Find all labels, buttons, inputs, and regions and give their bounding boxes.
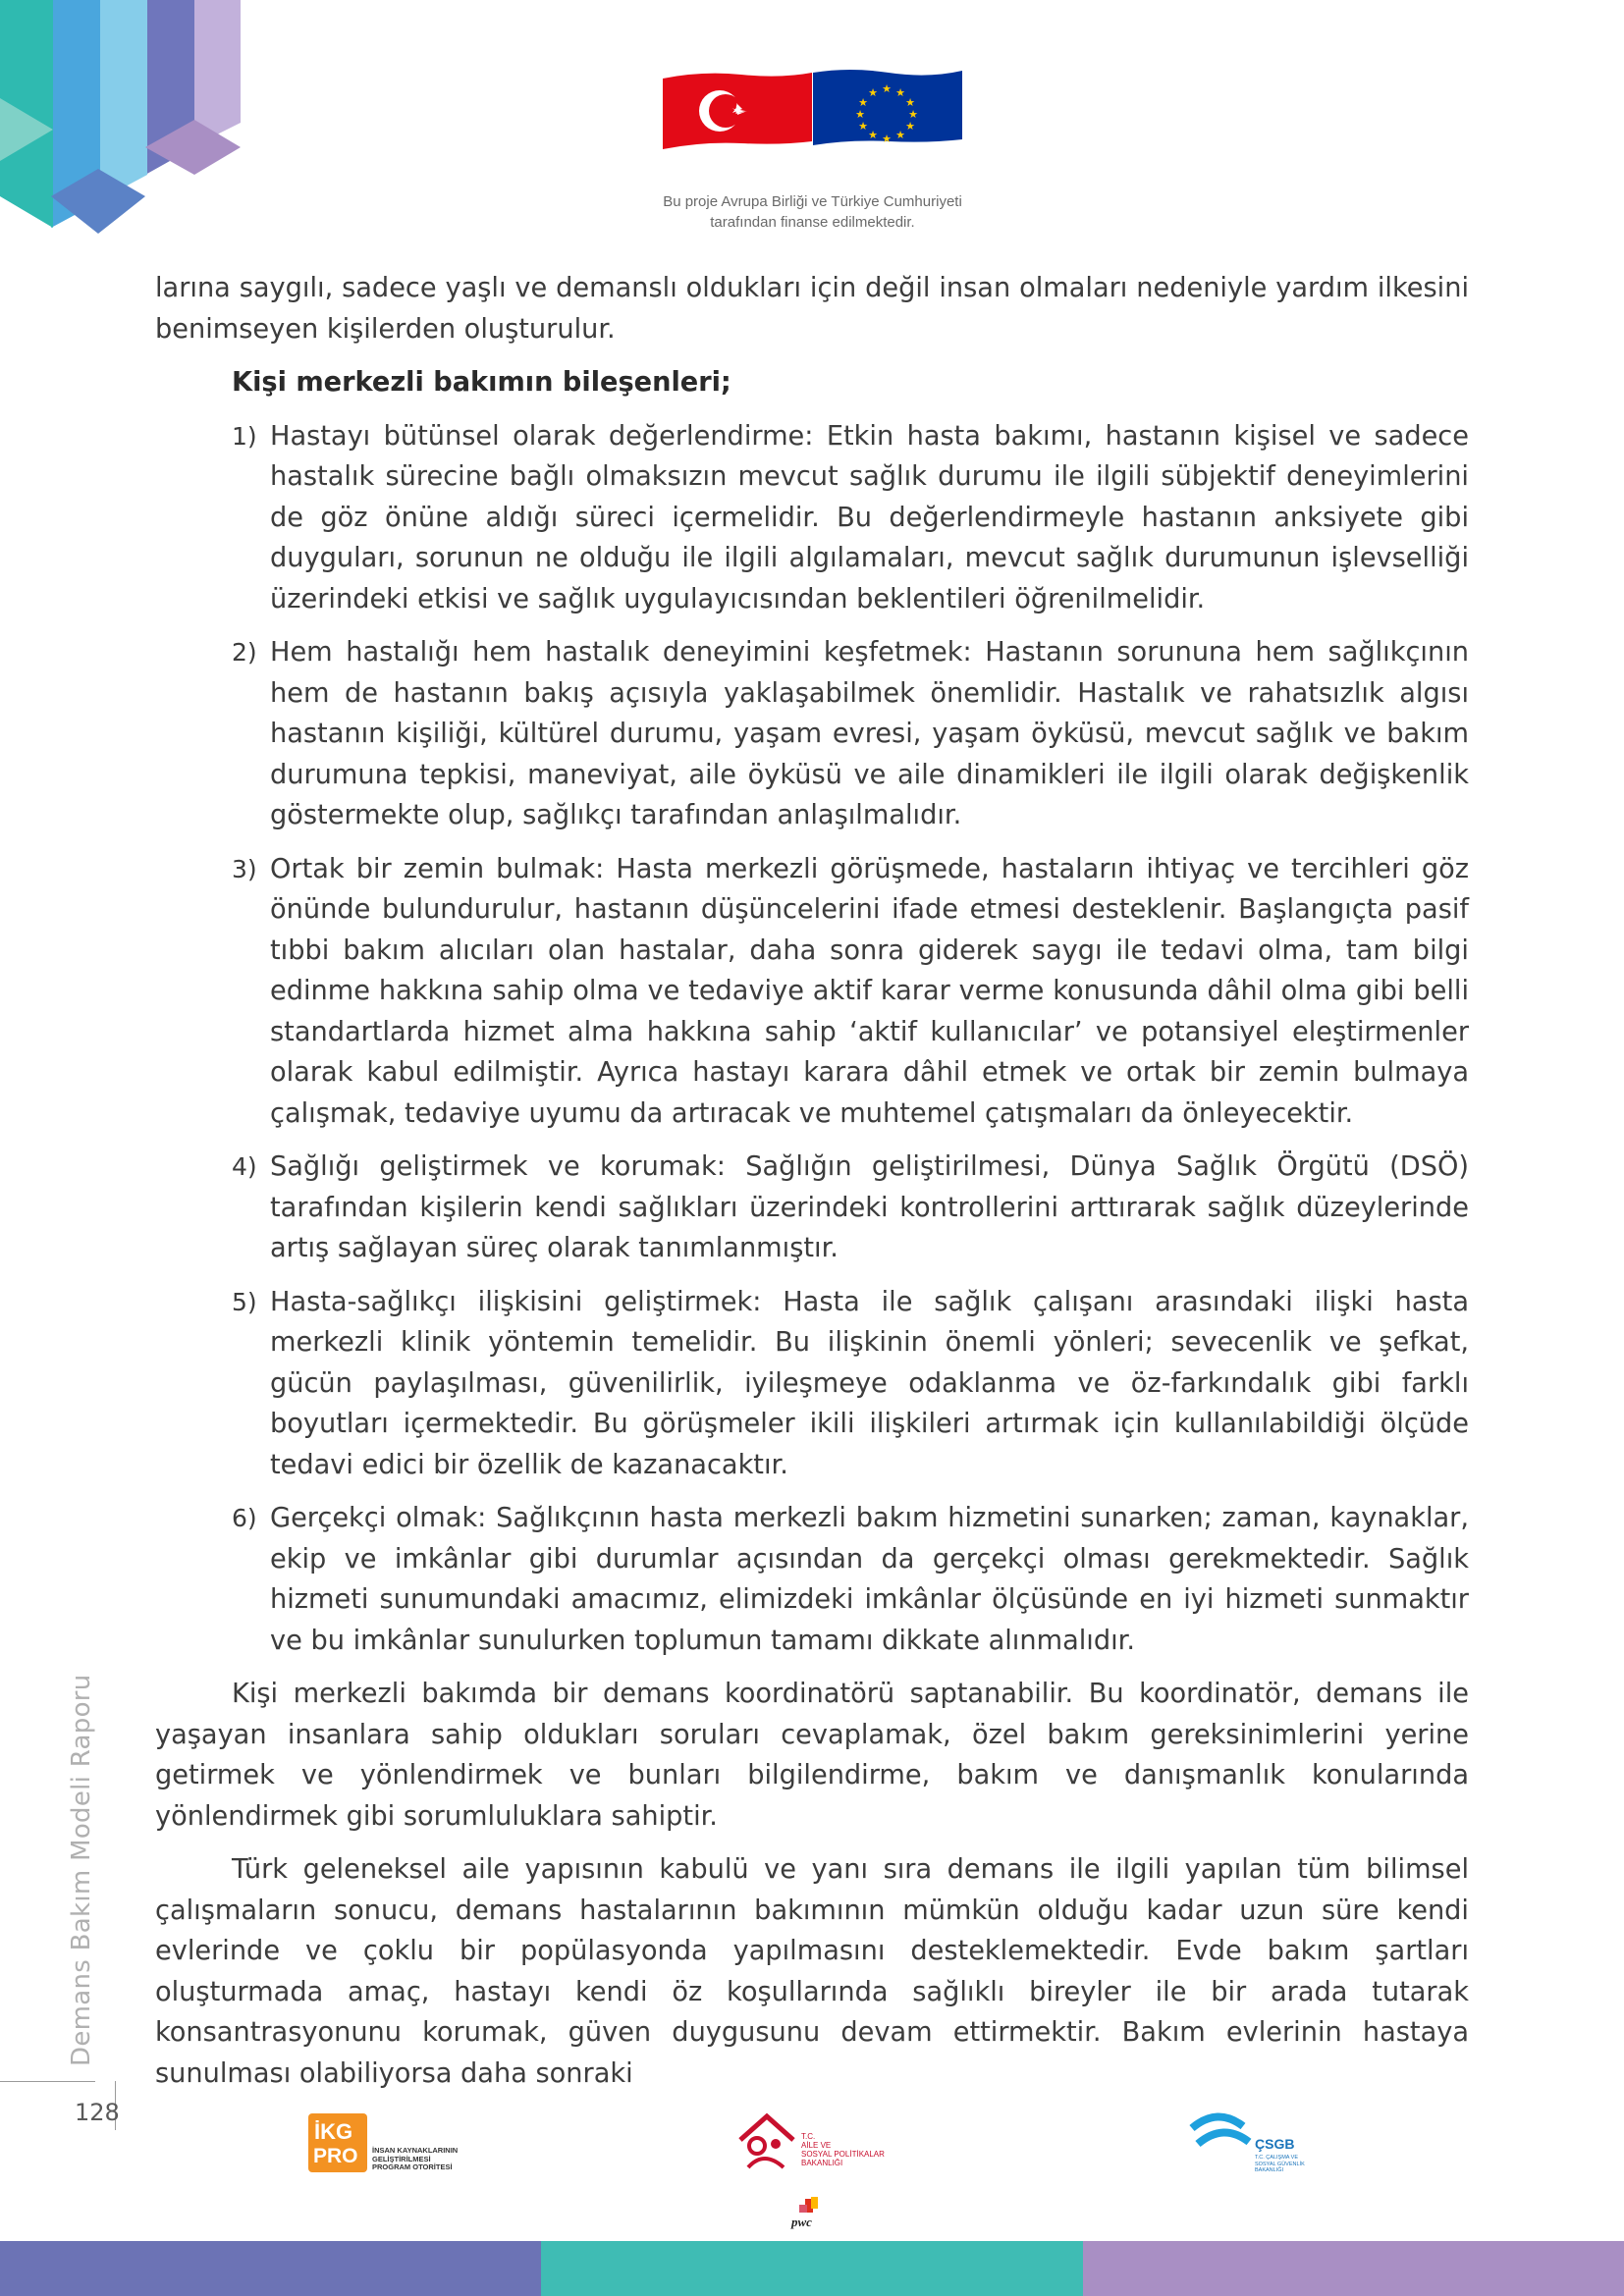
svg-text:★: ★ [895, 86, 905, 99]
aile-caption-line: AİLE VE [801, 2141, 832, 2150]
list-item-text: Gerçekçi olmak: Sağlıkçının hasta merkezli bakım hizmetini sunarken; zaman, kaynaklar, ekip ve imkânlar gibi durumlar açısından da gerçekçi olması gerekmektedir. Sağlık hizmeti sunumundaki amacımız, elimizdeki imkânlar ölçüsünde en iyi hizmeti sunmaktır ve bu imkânlar sunulurken toplumun tamamı dikkate alınmalıdır. [270, 1503, 1469, 1656]
svg-text:★: ★ [855, 108, 865, 121]
corner-decoration [0, 0, 245, 236]
svg-text:★: ★ [868, 86, 878, 99]
pwc-wordmark: pwc [791, 2215, 812, 2229]
funding-note [628, 191, 997, 233]
list-item-text: Hem hastalığı hem hastalık deneyimini keşfetmek: Hastanın sorununa hem sağlıkçının hem de hastanın bakış açısıyla yaklaşabilmek önemlidir. Hastalık ve rahatsızlık algısı hastanın kişiliği, kültürel durumu, yaşam evresi, yaşam öyküsü, mevcut sağlık ve bakım durumuna tepkisi, maneviyat, aile öyküsü ve aile dinamikleri ile ilgili olarak değişkenlik göstermekte olup, sağlıkçı tarafından anlaşılmalıdır. [270, 637, 1469, 830]
list-item-number: 2) [232, 638, 257, 667]
components-heading: Kişi merkezli bakımın bileşenleri; [232, 367, 731, 398]
svg-text:★: ★ [858, 120, 868, 133]
svg-text:★: ★ [882, 133, 892, 145]
list-item-text: Ortak bir zemin bulmak: Hasta merkezli görüşmede, hastaların ihtiyaç ve tercihleri göz önünde bulundurulur, hastanın düşüncelerini ifade etmesi desteklenir. Başlangıçta pasif tıbbi bakım alıcıları olan hastalar, daha sonra giderek saygı ile tedavi olma, tam bilgi edinme hakkına sahip olma ve tedaviye aktif karar verme konusunda dâhil olma gibi belli standartlarda hizmet alma hakkına sahip ‘aktif kullanıcılar’ ve potansiyel eleştirmenler olarak kabul edilmiştir. Ayrıca hastayı karara dâhil etmek ve ortak bir zemin bulmaya çalışmak, tedaviye uyumu da artıracak ve muhtemel çatışmaları da önleyecektir. [270, 853, 1469, 1129]
ikg-caption [372, 2147, 458, 2172]
aile-caption-line: SOSYAL POLİTİKALAR [801, 2150, 885, 2159]
ikg-caption-line: GELİŞTİRİLMESİ [372, 2154, 431, 2163]
pwc-logo [785, 2197, 825, 2230]
csgb-caption-line: BAKANLIĞI [1255, 2167, 1284, 2173]
funding-note-line-1: Bu proje Avrupa Birliği ve Türkiye Cumhuriyeti [663, 193, 962, 210]
ikg-logo-box [308, 2113, 367, 2172]
csgb-caption-line: SOSYAL GÜVENLİK [1255, 2161, 1305, 2167]
coordinator-paragraph: Kişi merkezli bakımda bir demans koordinatörü saptanabilir. Bu koordinatör, demans ile yaşayan insanlara sahip oldukları soruları cevaplamak, özel bakım gereksinimlerini yerine getirmek ve yönlendirmek ve bunları bilgilendirme, bakım ve danışmanlık konularında yönlendirmek gibi sorumluluklara sahiptir. [155, 1679, 1469, 1832]
aile-caption-line: T.C. [801, 2132, 816, 2141]
csgb-title: ÇSGB [1255, 2136, 1295, 2152]
svg-text:★: ★ [905, 120, 915, 133]
funding-note-line-2: tarafından finanse edilmektedir. [710, 214, 915, 231]
list-item-text: Sağlığı geliştirmek ve korumak: Sağlığın geliştirilmesi, Dünya Sağlık Örgütü (DSÖ) tarafından kişilerin kendi sağlıkları üzerindeki kontrollerini arttırarak sağlık düzeylerinde artış sağlayan süreç olarak tanımlanmıştır. [270, 1151, 1469, 1263]
list-item-number: 3) [232, 854, 257, 883]
bottom-bar-segment [0, 2241, 541, 2296]
ikg-logo-text-2: PRO [313, 2145, 358, 2167]
aile-bakanligi-logo [734, 2110, 901, 2179]
intro-paragraph: larına saygılı, sadece yaşlı ve demanslı oldukları için değil insan olmaları nedeniyle yardım ilkesini benimseyen kişilerden oluşturulur. [155, 273, 1469, 345]
csgb-caption [1255, 2155, 1305, 2174]
aile-caption-line: BAKANLIĞI [801, 2159, 843, 2167]
page-divider [0, 2081, 95, 2082]
list-item-number: 4) [232, 1152, 257, 1181]
svg-text:★: ★ [908, 108, 918, 121]
svg-text:★: ★ [905, 96, 915, 109]
list-item [155, 416, 1469, 620]
report-title: Demans Bakım Modeli Raporu [67, 1674, 96, 2066]
components-list [155, 416, 1469, 1662]
family-paragraph: Türk geleneksel aile yapısının kabulü ve yanı sıra demans ile ilgili yapılan tüm bilimsel çalışmaların sonucu, demans hastalarının bakımının mümkün olduğu kadar uzun süre kendi evlerinde ve çoklu bir popülasyonda yapılmasını desteklemektedir. Evde bakım şartları oluşturmada amaç, hastayı kendi öz koşullarında sağlıklı bireyler ile bir arada tutarak konsantrasyonunu korumak, güven duygusunu devam ettirmektir. Bakım evlerinin hastaya sunulması olabiliyorsa daha sonraki [155, 1854, 1469, 2089]
csgb-emblem-icon [1188, 2110, 1253, 2160]
bottom-color-bar [0, 2241, 1624, 2296]
bottom-bar-segment [1083, 2241, 1624, 2296]
list-item [155, 849, 1469, 1135]
csgb-caption-line: T.C. ÇALIŞMA VE [1255, 2155, 1299, 2161]
list-item-number: 6) [232, 1504, 257, 1532]
page-number: 128 [75, 2099, 120, 2126]
family-house-icon [734, 2110, 799, 2173]
aile-caption [801, 2132, 885, 2167]
svg-text:★: ★ [858, 96, 868, 109]
list-item-text: Hasta-sağlıkçı ilişkisini geliştirmek: Hasta ile sağlık çalışanı arasındaki ilişki hasta merkezli klinik yöntemin temelidir. Bu ilişkinin önemli yönleri; sevecenlik ve şefkat, gücün paylaşılması, güvenilirlik, iyileşmeye odaklanma ve öz-farkındalık gibi farklı boyutları içermektedir. Bu görüşmeler ikili ilişkileri artırmak için kullanılabildiği ölçüde tedavi edici bir özellik de kazanacaktır. [270, 1286, 1469, 1480]
ikg-logo-text-1: İKG [314, 2119, 353, 2144]
ikg-pro-logo [308, 2113, 475, 2182]
list-item [155, 1282, 1469, 1486]
main-content [155, 268, 1469, 2094]
pwc-mark-icon [785, 2197, 825, 2215]
svg-text:★: ★ [882, 82, 892, 95]
ikg-caption-line: İNSAN KAYNAKLARININ [372, 2146, 459, 2155]
eu-flag-icon [813, 70, 962, 145]
bottom-bar-segment [541, 2241, 1082, 2296]
list-item-number: 5) [232, 1287, 257, 1316]
turkey-flag-icon [663, 73, 812, 149]
svg-text:★: ★ [868, 129, 878, 141]
list-item [155, 1498, 1469, 1661]
list-item-text: Hastayı bütünsel olarak değerlendirme: Etkin hasta bakımı, hastanın kişisel ve sadece hastalık sürecine bağlı olmaksızın mevcut sağlık durumu ile ilgili sübjektif deneyimlerini de göz önüne aldığı süreci içermelidir. Bu değerlendirmeyle hastanın anksiyete gibi duyguları, sorunun ne olduğu ile ilgili algılamaları, mevcut sağlık durumunun işlevselliği üzerindeki etkisi ve sağlık uygulayıcısından beklentileri öğrenilmelidir. [270, 420, 1469, 614]
list-item [155, 632, 1469, 836]
csgb-logo [1188, 2110, 1326, 2179]
svg-text:★: ★ [895, 129, 905, 141]
list-item-number: 1) [232, 421, 257, 451]
list-item [155, 1147, 1469, 1269]
ikg-caption-line: PROGRAM OTORİTESİ [372, 2163, 453, 2171]
